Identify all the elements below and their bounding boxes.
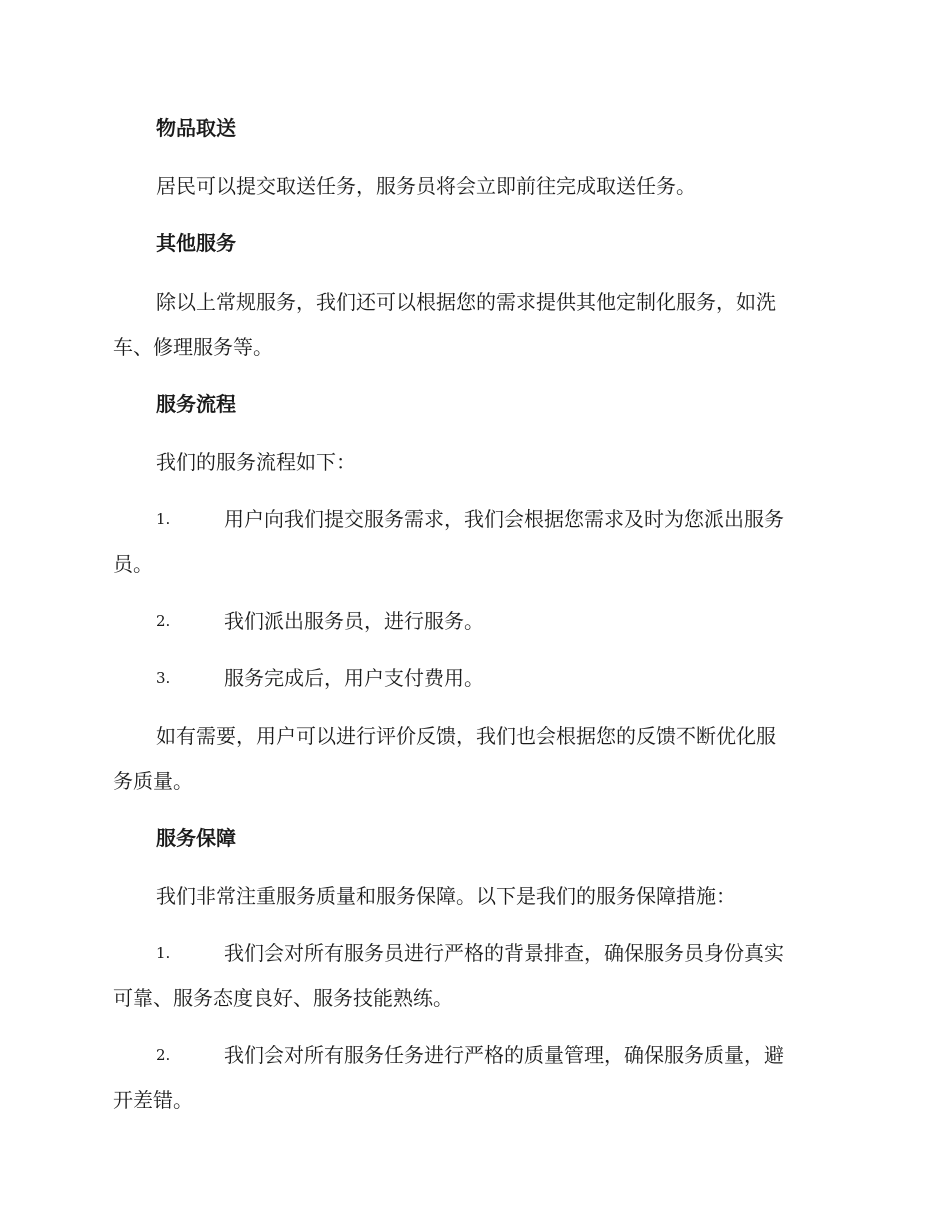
list-number: 3. (156, 669, 171, 687)
paragraph-other-line2: 车、修理服务等。 (113, 335, 273, 359)
list-item-text-line1: 我们会对所有服务员进行严格的背景排查，确保服务员身份真实 (224, 941, 784, 965)
paragraph-other-line1: 除以上常规服务，我们还可以根据您的需求提供其他定制化服务，如洗 (156, 290, 776, 314)
list-item-text-line2: 开差错。 (113, 1088, 193, 1112)
list-item-text-line1: 我们派出服务员，进行服务。 (224, 609, 484, 633)
list-number: 2. (156, 612, 171, 630)
section-heading-process: 服务流程 (156, 392, 236, 416)
list-item-text-line1: 我们会对所有服务任务进行严格的质量管理，确保服务质量，避 (224, 1043, 784, 1067)
paragraph-process-intro: 我们的服务流程如下： (156, 450, 356, 474)
section-heading-guarantee: 服务保障 (156, 826, 236, 850)
list-item-text-line1: 用户向我们提交服务需求，我们会根据您需求及时为您派出服务 (224, 507, 784, 531)
list-number: 2. (156, 1046, 171, 1064)
paragraph-process-note-line1: 如有需要，用户可以进行评价反馈，我们也会根据您的反馈不断优化服 (156, 724, 776, 748)
list-item-text-line1: 服务完成后，用户支付费用。 (224, 666, 484, 690)
paragraph-process-note-line2: 务质量。 (113, 769, 193, 793)
section-heading-pickup: 物品取送 (156, 116, 236, 140)
list-number: 1. (156, 944, 171, 962)
list-item-text-line2: 员。 (113, 552, 153, 576)
section-heading-other: 其他服务 (156, 231, 236, 255)
paragraph-guarantee-intro: 我们非常注重服务质量和服务保障。以下是我们的服务保障措施： (156, 884, 736, 908)
paragraph-pickup: 居民可以提交取送任务，服务员将会立即前往完成取送任务。 (156, 174, 696, 198)
list-item-text-line2: 可靠、服务态度良好、服务技能熟练。 (113, 986, 453, 1010)
list-number: 1. (156, 510, 171, 528)
